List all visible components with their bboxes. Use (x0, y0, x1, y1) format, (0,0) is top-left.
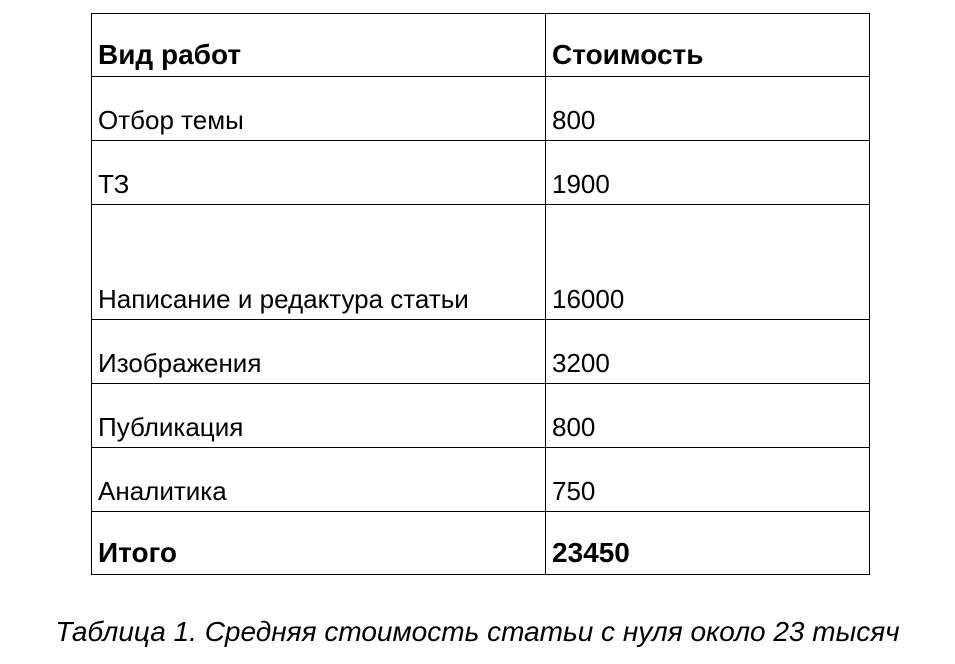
total-label-cell: Итого (92, 512, 546, 575)
cost-cell: 1900 (546, 141, 870, 205)
table-caption: Таблица 1. Средняя стоимость статьи с нуля около 23 тысяч (55, 616, 900, 647)
table-row (92, 320, 870, 384)
total-value-cell: 23450 (546, 512, 870, 575)
work-type-cell: Написание и редактура статьи (92, 205, 546, 320)
cost-cell: 750 (546, 448, 870, 512)
table-header-row (92, 14, 870, 77)
header-cell-work-type: Вид работ (92, 14, 546, 77)
cost-cell: 3200 (546, 320, 870, 384)
cost-table (91, 13, 870, 575)
table-row (92, 384, 870, 448)
table-row (92, 205, 870, 320)
table-total-row (92, 512, 870, 575)
cost-cell: 800 (546, 384, 870, 448)
work-type-cell: ТЗ (92, 141, 546, 205)
header-cell-cost: Стоимость (546, 14, 870, 77)
cost-cell: 800 (546, 77, 870, 141)
work-type-cell: Отбор темы (92, 77, 546, 141)
table-row (92, 141, 870, 205)
work-type-cell: Изображения (92, 320, 546, 384)
table-row (92, 448, 870, 512)
work-type-cell: Публикация (92, 384, 546, 448)
cost-cell: 16000 (546, 205, 870, 320)
work-type-cell: Аналитика (92, 448, 546, 512)
table-row (92, 77, 870, 141)
